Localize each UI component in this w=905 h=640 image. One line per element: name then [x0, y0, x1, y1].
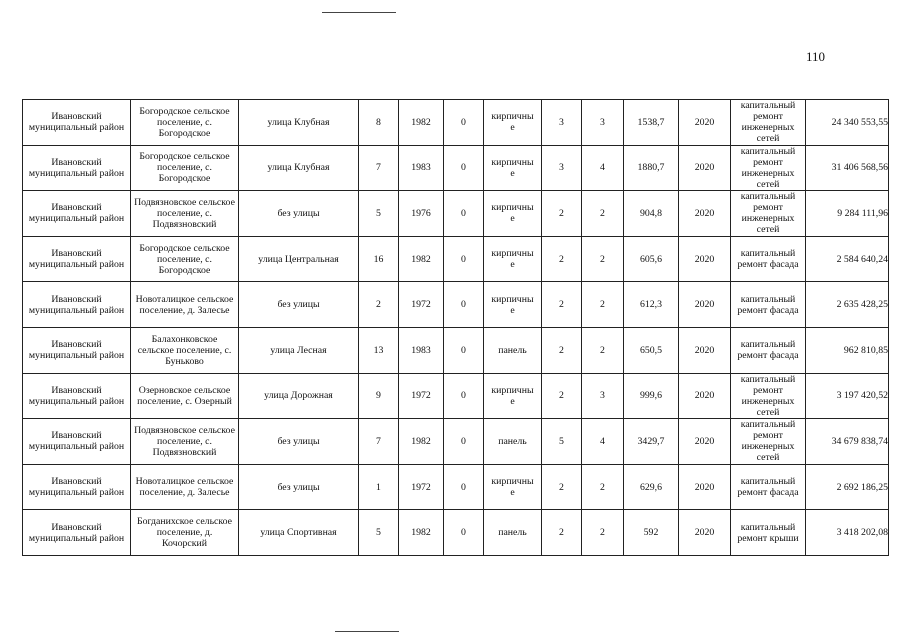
- cost-cell: 2 635 428,25: [806, 282, 889, 328]
- district-cell: Ивановский муниципальный район: [23, 373, 131, 419]
- district-cell: Ивановский муниципальный район: [23, 464, 131, 510]
- plan-year-cell: 2020: [679, 464, 731, 510]
- street-cell: без улицы: [239, 191, 359, 237]
- entrances-cell: 2: [582, 282, 624, 328]
- table-row: [23, 327, 889, 373]
- plan-year-cell: 2020: [679, 282, 731, 328]
- settlement-cell: Новоталицкое сельское поселение, д. Залесье: [131, 282, 239, 328]
- area-cell: 629,6: [624, 464, 679, 510]
- wall-material-cell: кирпичные: [484, 464, 542, 510]
- house-number-cell: 13: [359, 327, 399, 373]
- cost-cell: 3 418 202,08: [806, 510, 889, 556]
- district-cell: Ивановский муниципальный район: [23, 191, 131, 237]
- house-number-cell: 2: [359, 282, 399, 328]
- plan-year-cell: 2020: [679, 510, 731, 556]
- district-cell: Ивановский муниципальный район: [23, 282, 131, 328]
- area-cell: 3429,7: [624, 419, 679, 465]
- flag-cell: 0: [444, 419, 484, 465]
- settlement-cell: Богданихское сельское поселение, д. Кочорский: [131, 510, 239, 556]
- housing-repair-table: [22, 99, 889, 556]
- table-row: [23, 419, 889, 465]
- build-year-cell: 1982: [399, 100, 444, 146]
- work-type-cell: капитальный ремонт фасада: [731, 236, 806, 282]
- plan-year-cell: 2020: [679, 100, 731, 146]
- floors-cell: 2: [542, 373, 582, 419]
- entrances-cell: 3: [582, 373, 624, 419]
- wall-material-cell: панель: [484, 327, 542, 373]
- floors-cell: 3: [542, 100, 582, 146]
- floors-cell: 3: [542, 145, 582, 191]
- area-cell: 592: [624, 510, 679, 556]
- table-row: [23, 145, 889, 191]
- settlement-cell: Озерновское сельское поселение, с. Озерный: [131, 373, 239, 419]
- plan-year-cell: 2020: [679, 191, 731, 237]
- house-number-cell: 8: [359, 100, 399, 146]
- work-type-cell: капитальный ремонт фасада: [731, 327, 806, 373]
- area-cell: 605,6: [624, 236, 679, 282]
- district-cell: Ивановский муниципальный район: [23, 236, 131, 282]
- work-type-cell: капитальный ремонт крыши: [731, 510, 806, 556]
- floors-cell: 2: [542, 282, 582, 328]
- table-row: [23, 191, 889, 237]
- area-cell: 650,5: [624, 327, 679, 373]
- cost-cell: 962 810,85: [806, 327, 889, 373]
- house-number-cell: 16: [359, 236, 399, 282]
- table-row: [23, 282, 889, 328]
- house-number-cell: 7: [359, 145, 399, 191]
- build-year-cell: 1972: [399, 373, 444, 419]
- work-type-cell: капитальный ремонт инженерных сетей: [731, 419, 806, 465]
- scan-artifact-line: [335, 631, 399, 632]
- district-cell: Ивановский муниципальный район: [23, 419, 131, 465]
- settlement-cell: Балахонковское сельское поселение, с. Буньково: [131, 327, 239, 373]
- entrances-cell: 3: [582, 100, 624, 146]
- build-year-cell: 1982: [399, 236, 444, 282]
- flag-cell: 0: [444, 282, 484, 328]
- entrances-cell: 4: [582, 145, 624, 191]
- plan-year-cell: 2020: [679, 145, 731, 191]
- table-row: [23, 236, 889, 282]
- build-year-cell: 1972: [399, 464, 444, 510]
- wall-material-cell: кирпичные: [484, 191, 542, 237]
- entrances-cell: 2: [582, 327, 624, 373]
- street-cell: без улицы: [239, 282, 359, 328]
- flag-cell: 0: [444, 236, 484, 282]
- work-type-cell: капитальный ремонт инженерных сетей: [731, 145, 806, 191]
- street-cell: улица Спортивная: [239, 510, 359, 556]
- build-year-cell: 1982: [399, 419, 444, 465]
- house-number-cell: 7: [359, 419, 399, 465]
- settlement-cell: Богородское сельское поселение, с. Богородское: [131, 100, 239, 146]
- plan-year-cell: 2020: [679, 419, 731, 465]
- plan-year-cell: 2020: [679, 373, 731, 419]
- settlement-cell: Богородское сельское поселение, с. Богородское: [131, 145, 239, 191]
- page-number: 110: [806, 49, 826, 64]
- street-cell: улица Клубная: [239, 145, 359, 191]
- settlement-cell: Богородское сельское поселение, с. Богородское: [131, 236, 239, 282]
- cost-cell: 9 284 111,96: [806, 191, 889, 237]
- plan-year-cell: 2020: [679, 327, 731, 373]
- entrances-cell: 2: [582, 236, 624, 282]
- area-cell: 904,8: [624, 191, 679, 237]
- floors-cell: 2: [542, 236, 582, 282]
- wall-material-cell: кирпичные: [484, 373, 542, 419]
- house-number-cell: 5: [359, 191, 399, 237]
- work-type-cell: капитальный ремонт инженерных сетей: [731, 373, 806, 419]
- entrances-cell: 2: [582, 510, 624, 556]
- build-year-cell: 1976: [399, 191, 444, 237]
- district-cell: Ивановский муниципальный район: [23, 327, 131, 373]
- area-cell: 612,3: [624, 282, 679, 328]
- entrances-cell: 4: [582, 419, 624, 465]
- scan-artifact-line: [322, 12, 396, 13]
- street-cell: без улицы: [239, 464, 359, 510]
- work-type-cell: капитальный ремонт фасада: [731, 464, 806, 510]
- house-number-cell: 5: [359, 510, 399, 556]
- floors-cell: 2: [542, 327, 582, 373]
- wall-material-cell: панель: [484, 510, 542, 556]
- floors-cell: 2: [542, 510, 582, 556]
- floors-cell: 5: [542, 419, 582, 465]
- flag-cell: 0: [444, 464, 484, 510]
- cost-cell: 3 197 420,52: [806, 373, 889, 419]
- wall-material-cell: кирпичные: [484, 282, 542, 328]
- wall-material-cell: кирпичные: [484, 100, 542, 146]
- flag-cell: 0: [444, 510, 484, 556]
- settlement-cell: Подвязновское сельское поселение, с. Подвязновский: [131, 191, 239, 237]
- build-year-cell: 1982: [399, 510, 444, 556]
- build-year-cell: 1983: [399, 145, 444, 191]
- work-type-cell: капитальный ремонт фасада: [731, 282, 806, 328]
- work-type-cell: капитальный ремонт инженерных сетей: [731, 191, 806, 237]
- street-cell: улица Лесная: [239, 327, 359, 373]
- flag-cell: 0: [444, 100, 484, 146]
- cost-cell: 34 679 838,74: [806, 419, 889, 465]
- table-row: [23, 464, 889, 510]
- area-cell: 999,6: [624, 373, 679, 419]
- district-cell: Ивановский муниципальный район: [23, 510, 131, 556]
- flag-cell: 0: [444, 373, 484, 419]
- street-cell: улица Дорожная: [239, 373, 359, 419]
- table-row: [23, 373, 889, 419]
- entrances-cell: 2: [582, 191, 624, 237]
- cost-cell: 24 340 553,55: [806, 100, 889, 146]
- floors-cell: 2: [542, 464, 582, 510]
- table-row: [23, 100, 889, 146]
- settlement-cell: Новоталицкое сельское поселение, д. Залесье: [131, 464, 239, 510]
- street-cell: улица Клубная: [239, 100, 359, 146]
- cost-cell: 2 692 186,25: [806, 464, 889, 510]
- flag-cell: 0: [444, 327, 484, 373]
- flag-cell: 0: [444, 145, 484, 191]
- street-cell: без улицы: [239, 419, 359, 465]
- cost-cell: 31 406 568,56: [806, 145, 889, 191]
- plan-year-cell: 2020: [679, 236, 731, 282]
- settlement-cell: Подвязновское сельское поселение, с. Подвязновский: [131, 419, 239, 465]
- cost-cell: 2 584 640,24: [806, 236, 889, 282]
- work-type-cell: капитальный ремонт инженерных сетей: [731, 100, 806, 146]
- build-year-cell: 1983: [399, 327, 444, 373]
- house-number-cell: 9: [359, 373, 399, 419]
- district-cell: Ивановский муниципальный район: [23, 100, 131, 146]
- street-cell: улица Центральная: [239, 236, 359, 282]
- table-row: [23, 510, 889, 556]
- wall-material-cell: кирпичные: [484, 145, 542, 191]
- district-cell: Ивановский муниципальный район: [23, 145, 131, 191]
- area-cell: 1538,7: [624, 100, 679, 146]
- area-cell: 1880,7: [624, 145, 679, 191]
- wall-material-cell: панель: [484, 419, 542, 465]
- wall-material-cell: кирпичные: [484, 236, 542, 282]
- build-year-cell: 1972: [399, 282, 444, 328]
- entrances-cell: 2: [582, 464, 624, 510]
- flag-cell: 0: [444, 191, 484, 237]
- house-number-cell: 1: [359, 464, 399, 510]
- floors-cell: 2: [542, 191, 582, 237]
